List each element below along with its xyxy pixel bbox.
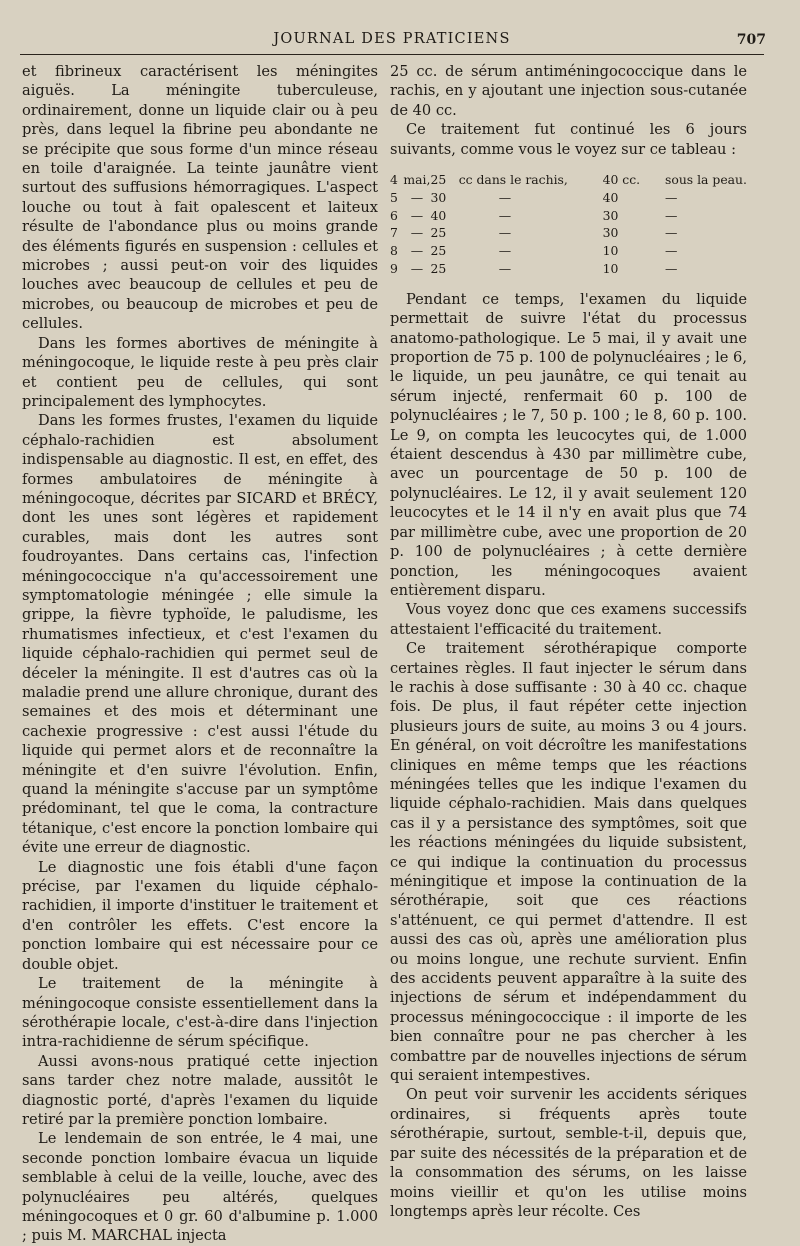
table-cell: — xyxy=(410,189,424,205)
table-cell: — xyxy=(410,261,424,277)
table-cell: 4 xyxy=(390,172,398,188)
right-column xyxy=(390,62,747,1220)
table-cell: — xyxy=(665,225,678,241)
table-cell: 25 xyxy=(430,172,447,188)
page-number: 707 xyxy=(736,32,766,48)
table-cell: — xyxy=(665,189,678,205)
left-column xyxy=(22,62,378,1245)
table-cell: 30 xyxy=(430,189,447,205)
paragraph: Le traitement de la méningite à méningocoque consiste essentiellement dans la sérothérapie locale, c'est-à-dire dans l'injection intra-rachidienne de sérum spécifique. xyxy=(22,975,378,1051)
table-cell: mai, xyxy=(403,172,431,188)
paragraph: Dans les formes frustes, l'examen du liquide céphalo-rachidien est absolument indispensable au diagnostic. Il est, en effet, des formes ambulatoires de méningite à méningocoque, décrites par SICARD et BRÉCY, dont les unes sont légères et rapidement curables, mais dont les autres sont foudroyantes. Dans certains cas, l'infection méningococcique n'a qu'accessoirement une symptomatologie méningée ; elle simule la grippe, la fièvre typhoïde, le paludisme, les rhumatismes infectieux, et c'est l'examen du liquide céphalo-rachidien qui permet seul de déceler la méningite. Il est d'autres cas où la maladie prend une allure chronique, durant des semaines et des mois et déterminant une cachexie progressive : c'est aussi l'étude du liquide qui permet alors et de reconnaître la méningite et d'en suivre l'évolution. Enfin, quand la méningite s'accuse par un symptôme prédominant, tel que le coma, la contracture tétanique, c'est encore la ponction lombaire qui évite une erreur de diagnostic. xyxy=(22,412,378,857)
table-cell: 30 xyxy=(602,225,619,241)
paragraph: Dans les formes abortives de méningite à méningocoque, le liquide reste à peu près clair et contient peu de cellules, qui sont principalement des lymphocytes. xyxy=(22,334,378,410)
table-cell: — xyxy=(410,225,424,241)
paragraph: Le lendemain de son entrée, le 4 mai, une seconde ponction lombaire évacua un liquide semblable à celui de la veille, louche, avec des polynucléaires peu altérés, quelques méningocoques et 0 gr. 60 d'albumine p. 1.000 ; puis M. MARCHAL injecta xyxy=(22,1130,378,1245)
table-row xyxy=(390,189,747,207)
table-cell: 25 xyxy=(430,243,447,259)
table-cell: — xyxy=(498,261,512,277)
table-row xyxy=(390,207,747,225)
table-cell: 25 xyxy=(430,261,447,277)
table-cell: 10 xyxy=(602,243,619,259)
table-row xyxy=(390,242,747,260)
table-cell: sous la peau. xyxy=(665,172,747,188)
paragraph: Ce traitement fut continué les 6 jours suivants, comme vous le voyez sur ce tableau : xyxy=(390,121,747,158)
paragraph: Aussi avons-nous pratiqué cette injection sans tarder chez notre malade, aussitôt le diagnostic porté, d'après l'examen du liquide retiré par la première ponction lombaire. xyxy=(22,1052,378,1128)
table-cell: — xyxy=(410,207,424,223)
table-cell: 30 xyxy=(602,207,619,223)
paragraph: On peut voir survenir les accidents sériques ordinaires, si fréquents après toute sérothérapie, surtout, semble-t-il, depuis que, par suite des nécessités de la préparation et de la consommation des sérums, on les laisse moins vieillir et qu'on les utilise moins longtemps après leur récolte. Ces xyxy=(390,1086,747,1220)
table-cell: — xyxy=(665,261,678,277)
table-row xyxy=(390,260,747,278)
table-cell: 5 xyxy=(390,189,398,205)
paragraph: Le diagnostic une fois établi d'une façon précise, par l'examen du liquide céphalo-rachidien, il importe d'instituer le traitement et d'en contrôler les effets. C'est encore la ponction lombaire qui est nécessaire pour ce double objet. xyxy=(22,858,378,973)
table-cell: 6 xyxy=(390,207,398,223)
journal-title: JOURNAL DES PRATICIENS xyxy=(273,31,511,47)
table-cell: — xyxy=(410,243,424,259)
paragraph: 25 cc. de sérum antiméningococcique dans le rachis, en y ajoutant une injection sous-cutanée de 40 cc. xyxy=(390,63,747,119)
table-cell: — xyxy=(665,207,678,223)
table-cell: 8 xyxy=(390,243,398,259)
table-cell: — xyxy=(665,243,678,259)
paragraph: et fibrineux caractérisent les méningites aiguës. La méningite tuberculeuse, ordinairement, donne un liquide clair ou à peu près, dans lequel la fibrine peu abondante ne se précipite que sous forme d'un mince réseau en toile d'araignée. La teinte jaunâtre vient surtout des suffusions hémorragiques. L'aspect louche ou tout à fait opalescent et laiteux résulte de l'abondance plus ou moins grande des éléments figurés en suspension : cellules et microbes ; aussi peut-on voir des liquides louches avec beaucoup de cellules et peu de microbes, ou beaucoup de microbes et peu de cellules. xyxy=(22,63,378,333)
table-row xyxy=(390,171,747,189)
table-row xyxy=(390,224,747,242)
table-cell: — xyxy=(498,207,512,223)
table-cell: 9 xyxy=(390,261,398,277)
paragraph: Pendant ce temps, l'examen du liquide permettait de suivre l'état du processus anatomo-pathologique. Le 5 mai, il y avait une proportion de 75 p. 100 de polynucléaires ; le 6, le liquide, un peu jaunâtre, ce qui tenait au sérum injecté, renfermait 60 p. 100 de polynucléaires ; le 7, 50 p. 100 ; le 8, 60 p. 100. Le 9, on compta les leucocytes qui, de 1.000 étaient descendus à 430 par millimètre cube, avec un pourcentage de 50 p. 100 de polynucléaires. Le 12, il y avait seulement 120 leucocytes et le 14 il n'y en avait plus que 74 par millimètre cube, avec une proportion de 20 p. 100 de polynucléaires ; à cette dernière ponction, les méningocoques avaient entièrement disparu. xyxy=(390,290,747,599)
table-cell: 25 xyxy=(430,225,447,241)
table-cell: — xyxy=(498,243,512,259)
paragraph: Vous voyez donc que ces examens successifs attestaient l'efficacité du traitement. xyxy=(390,601,747,638)
table-cell: 40 cc. xyxy=(602,172,641,188)
paragraph: Ce traitement sérothérapique comporte certaines règles. Il faut injecter le sérum dans le rachis à dose suffisante : 30 à 40 cc. chaque fois. De plus, il faut répéter cette injection plusieurs jours de suite, au moins 3 ou 4 jours. En général, on voit décroître les manifestations cliniques en même temps que les réactions méningées telles que les indique l'examen du liquide céphalo-rachidien. Mais dans quelques cas il y a persistance des symptômes, soit que les réactions méningées du liquide subsistent, ce qui indique la continuation du processus méningitique et impose la continuation de la sérothérapie, soit que ces réactions s'atténuent, ce qui permet d'attendre. Il est aussi des cas où, après une amélioration plus ou moins longue, une rechute survient. Enfin des accidents peuvent apparaître à la suite des injections de sérum et indépendamment du processus méningococcique : il importe de les bien connaître pour ne pas chercher à les combattre par de nouvelles injections de sérum qui seraient intempestives. xyxy=(390,640,747,1085)
running-header xyxy=(20,28,764,55)
table-cell: 40 xyxy=(430,207,447,223)
table-cell: — xyxy=(498,189,512,205)
table-cell: 7 xyxy=(390,225,398,241)
table-cell: — xyxy=(498,225,512,241)
table-cell: 10 xyxy=(602,261,619,277)
dosage-table xyxy=(390,171,747,278)
table-cell: 40 xyxy=(602,189,619,205)
table-cell: cc dans le rachis, xyxy=(458,172,568,188)
